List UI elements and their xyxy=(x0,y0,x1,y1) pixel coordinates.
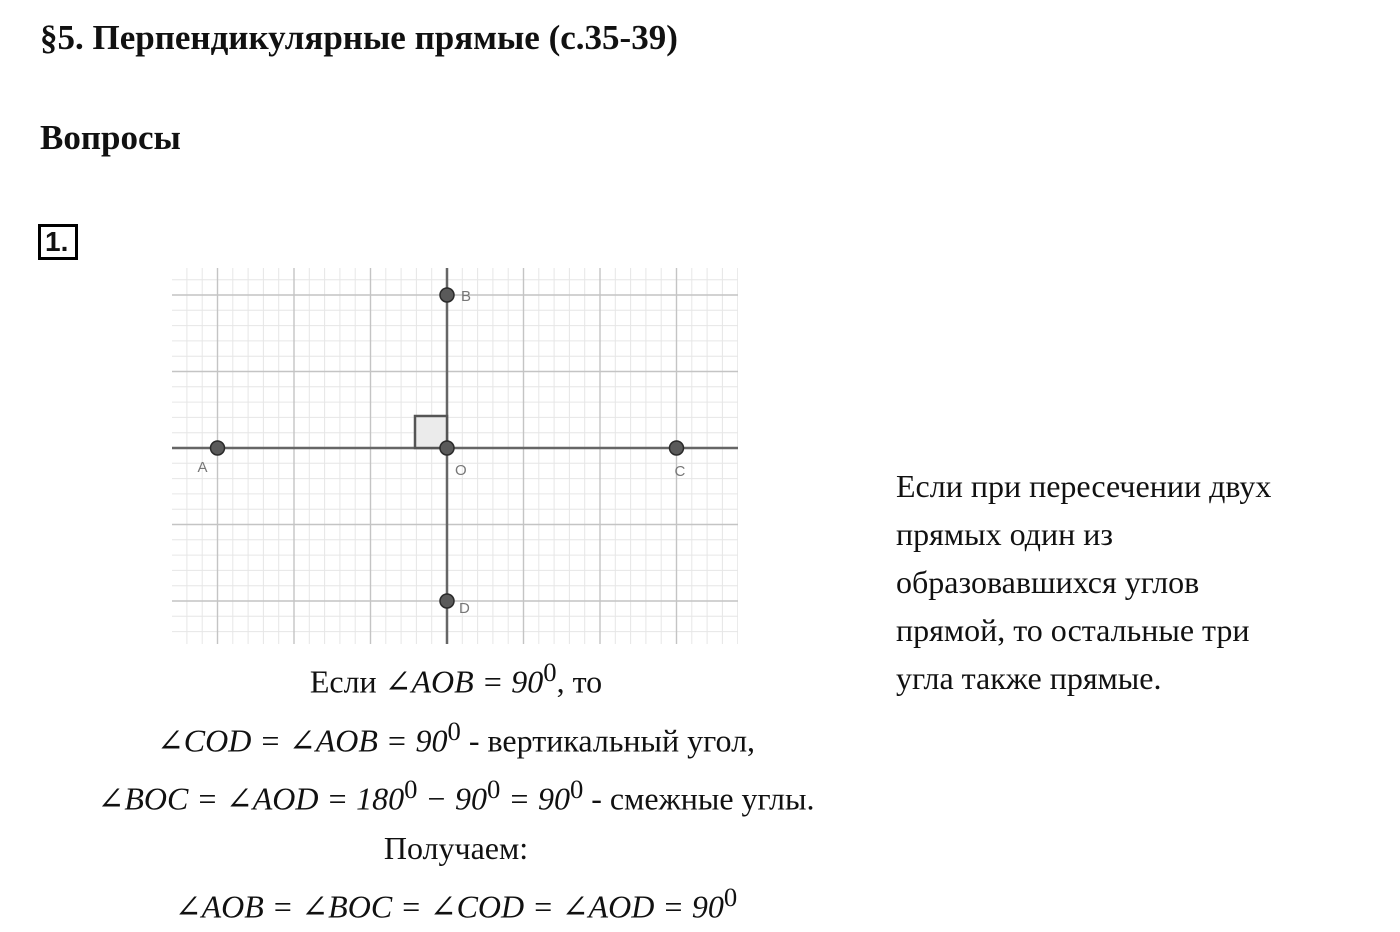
point-label-b: B xyxy=(461,288,472,305)
point-label-d: D xyxy=(459,600,470,617)
rule-line-2: прямых один из xyxy=(896,516,1113,552)
formula-line-5: ∠AOB = ∠BOC = ∠COD = ∠AOD = $90^0$ xyxy=(174,881,738,925)
grid-minor xyxy=(172,268,738,644)
grid-major xyxy=(172,268,738,644)
rule-line-3: образовавшихся углов xyxy=(896,564,1200,600)
rule-line-1: Если при пересечении двух xyxy=(896,468,1272,504)
formula-line-1: Если ∠AOB = $90^0$, то xyxy=(309,657,603,700)
section-heading: Вопросы xyxy=(40,118,181,157)
page-title: §5. Перпендикулярные прямые (с.35-39) xyxy=(40,18,678,57)
formula-line-4: Получаем: xyxy=(383,829,529,866)
rule-line-4: прямой, то остальные три xyxy=(896,612,1250,648)
point-c xyxy=(670,441,684,455)
solution-formulas xyxy=(40,648,872,932)
question-number: 1. xyxy=(38,224,78,260)
formula-line-3: ∠BOC = ∠AOD = $180^0 - 90^0 = 90^0$ - смежные углы. xyxy=(97,774,815,817)
formula-line-2: ∠COD = ∠AOB = $90^0$ - вертикальный угол, xyxy=(156,715,756,759)
point-label-c: C xyxy=(674,463,686,480)
point-label-o: O xyxy=(455,462,467,479)
rule-line-5: угла также прямые. xyxy=(896,660,1162,696)
rule-text xyxy=(896,462,1356,702)
point-d xyxy=(440,594,454,608)
point-label-a: A xyxy=(197,459,208,476)
perpendicular-lines-figure xyxy=(172,268,738,644)
point-o xyxy=(440,441,454,455)
point-b xyxy=(440,288,454,302)
point-a xyxy=(211,441,225,455)
